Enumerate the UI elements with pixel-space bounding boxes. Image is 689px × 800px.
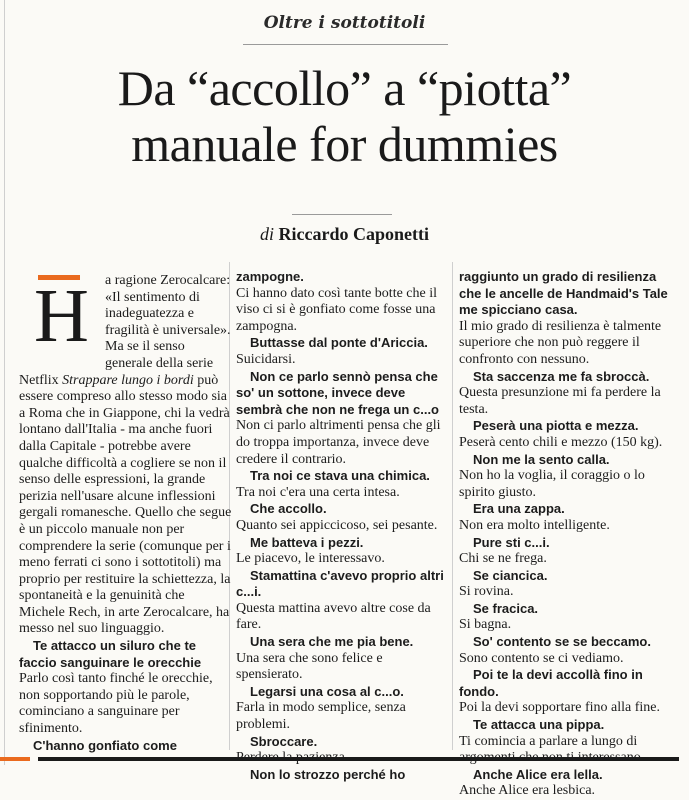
section-kicker: Oltre i sottotitoli (263, 13, 426, 33)
glossary-phrase: Stamattina c'avevo proprio altri c...i. (236, 567, 444, 600)
glossary-phrase: C'hanno gonfiato come (33, 737, 177, 753)
column-1-entries (19, 638, 233, 754)
glossary-phrase: Se ciancica. (473, 567, 548, 583)
glossary-phrase: Non lo strozzo perché ho (250, 766, 406, 782)
column-2-entries (236, 269, 450, 783)
glossary-meaning: Quanto sei appiccicoso, sei pesante. (236, 517, 438, 533)
glossary-meaning: Chi se ne frega. (459, 551, 547, 567)
article-column-1 (19, 269, 233, 754)
glossary-phrase: Me batteva i pezzi. (250, 534, 364, 550)
glossary-meaning: Si rovina. (459, 584, 514, 600)
drop-cap: H (34, 274, 89, 358)
glossary-meaning: Questa presunzione mi fa perdere la testa. (459, 385, 661, 417)
glossary-phrase: Sbroccare. (250, 733, 318, 749)
glossary-phrase: Buttasse dal ponte d'Ariccia. (250, 335, 428, 351)
article-column-2 (236, 269, 450, 783)
glossary-phrase: Non ce parlo sennò pensa che so' un sottone, invece deve sembrà che non ne frega un c...o (236, 368, 439, 417)
bottom-rule (38, 757, 679, 761)
glossary-meaning: Non ho la voglia, il coraggio o lo spirito giusto. (459, 468, 645, 500)
byline-author: Riccardo Caponetti (278, 224, 429, 244)
bottom-accent (0, 757, 30, 761)
glossary-meaning: Farla in modo semplice, senza problemi. (236, 700, 406, 733)
glossary-phrase: Non me la sento calla. (473, 451, 610, 467)
intro-paragraph (19, 273, 233, 638)
byline (0, 224, 689, 245)
glossary-phrase: Te attacca una pippa. (473, 717, 605, 733)
glossary-phrase: Era una zappa. (473, 501, 565, 517)
column-divider-2 (452, 262, 453, 750)
glossary-meaning: Ti comincia a parlare a lungo di (459, 733, 638, 749)
glossary-meaning: Questa mattina avevo altre cose da fare. (236, 600, 431, 633)
glossary-meaning: Peserà cento chili e mezzo (150 kg). (459, 434, 663, 450)
glossary-phrase: Sta saccenza me fa sbroccà. (473, 368, 650, 384)
glossary-meaning: Suicidarsi. (236, 351, 296, 367)
glossary-meaning: Ci hanno dato così tante botte che il viso ci si è gonfiato come fosse una zampogna. (236, 285, 438, 334)
glossary-phrase: Peserà una piotta e mezza. (473, 418, 639, 434)
glossary-meaning: Non era molto intelligente. (459, 517, 610, 533)
intro-text-rest: può essere compreso allo stesso modo sia a Roma che in Giappone, chi la vedrà lontano dall'Italia - ma anche fuori dalla Capitale - potrebbe avere qualche difficoltà a cogliere se non il senso delle espressioni, la grande perizia nell'usare alcune inflessioni gergali romanesche. Quello che segue è un piccolo manuale non per comprendere la serie (comunque per i meno ferrati ci sono i sottotitoli) ma proprio per restituire la schiettezza, la spontaneità e la genuinità che Michele Rech, in arte Zerocalcare, ha messo nel suo linguaggio. (19, 372, 232, 637)
glossary-phrase: Pure sti c...i. (473, 534, 550, 550)
column-3-entries (459, 269, 673, 800)
glossary-phrase: Una sera che me pia bene. (250, 634, 414, 650)
glossary-meaning: Tra noi c'era una certa intesa. (236, 484, 400, 500)
glossary-meaning: Poi la devi sopportare fino alla fine. (459, 700, 660, 716)
article-column-3 (459, 269, 673, 800)
glossary-phrase: zampogne. (236, 269, 304, 284)
headline-line-1: Da “accollo” a “piotta” (117, 60, 572, 116)
glossary-phrase: Poi te la devi accollà fino in fondo. (459, 667, 643, 699)
article-headline (0, 60, 689, 172)
glossary-meaning: Il mio grado di resilienza è talmente superiore che non può reggere il confronto con nessuno. (459, 318, 662, 367)
intro-text-first: a ragione Zerocalcare: «Il sentimento di inadeguatezza e fragilità è universale». Ma se il senso generale della serie Netflix (19, 273, 231, 388)
headline-line-2: manuale for dummies (131, 116, 558, 172)
glossary-meaning: Non ci parlo altrimenti pensa che gli do troppa importanza, invece deve credere il contrario. (236, 418, 441, 467)
byline-prefix: di (260, 224, 275, 244)
glossary-phrase: raggiunto un grado di resilienza che le ancelle de Handmaid's Tale me spicciano casa. (459, 269, 668, 318)
glossary-meaning: Sono contento se ci vediamo. (459, 650, 624, 666)
byline-divider (292, 214, 392, 215)
glossary-meaning: Si bagna. (459, 617, 512, 633)
glossary-phrase: So' contento se se beccamo. (473, 634, 651, 650)
series-title: Strappare lungo i bordi (62, 372, 194, 388)
glossary-meaning: Parlo così tanto finché le orecchie, non sopportando più le parole, cominciano a sanguinare per sfinimento. (19, 671, 213, 737)
glossary-phrase: Tra noi ce stava una chimica. (250, 468, 430, 484)
glossary-phrase: Te attacco un siluro che te faccio sanguinare le orecchie (19, 638, 202, 670)
glossary-meaning: Anche Alice era lesbica. (459, 783, 596, 799)
kicker-divider (243, 44, 448, 45)
glossary-phrase: Che accollo. (250, 501, 327, 517)
glossary-phrase: Anche Alice era lella. (473, 766, 603, 782)
glossary-phrase: Se fracica. (473, 600, 539, 616)
glossary-meaning: Le piacevo, le interessavo. (236, 551, 385, 567)
glossary-phrase: Legarsi una cosa al c...o. (250, 683, 404, 699)
glossary-meaning: Una sera che sono felice e spensierato. (236, 650, 383, 683)
